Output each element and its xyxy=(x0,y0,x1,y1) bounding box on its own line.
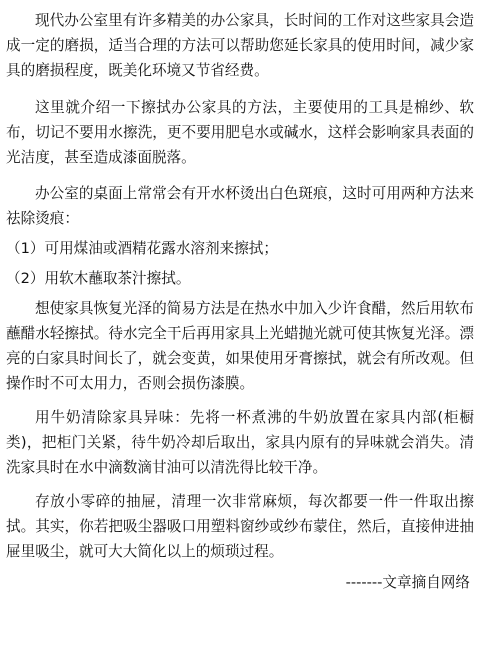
paragraph-heat-marks: 办公室的桌面上常常会有开水杯烫出白色斑痕，这时可用两种方法来祛除烫痕： xyxy=(6,185,474,227)
paragraph-odor-removal: 用牛奶清除家具异味：先将一杯煮沸的牛奶放置在家具内部(柜橱类)，把柜门关紧，待牛奶冷却后取出，家具内原有的异味就会消失。清洗家具时在水中滴数滴甘油可以清洗得比较干净。 xyxy=(6,409,474,476)
article-document xyxy=(6,8,474,595)
list-item-method-1: （1）可用煤油或酒精花露水溶剂来擦拭； xyxy=(6,240,278,257)
source-attribution: -------文章摘自网络 xyxy=(345,574,470,591)
paragraph-drawer-cleaning: 存放小零碎的抽屉，清理一次非常麻烦，每次都要一件一件取出擦拭。其实，你若把吸尘器吸口用塑料窗纱或纱布蒙住，然后，直接伸进抽屉里吸尘，就可大大简化以上的烦琐过程。 xyxy=(6,493,474,560)
list-item-method-2: （2）用软木蘸取茶汁擦拭。 xyxy=(6,270,191,287)
paragraph-cleaning-tools: 这里就介绍一下擦拭办公家具的方法，主要使用的工具是棉纱、软布，切记不要用水擦洗，更不要用肥皂水或碱水，这样会影响家具表面的光洁度，甚至造成漆面脱落。 xyxy=(6,99,474,166)
paragraph-restore-shine: 想使家具恢复光泽的简易方法是在热水中加入少许食醋，然后用软布蘸醋水轻擦拭。待水完全干后再用家具上光蜡抛光就可使其恢复光泽。漂亮的白家具时间长了，就会变黄，如果使用牙膏擦拭，就会有所改观。但操作时不可太用力，否则会损伤漆膜。 xyxy=(6,300,474,392)
paragraph-intro: 现代办公室里有许多精美的办公家具，长时间的工作对这些家具会造成一定的磨损，适当合理的方法可以帮助您延长家具的使用时间，减少家具的磨损程度，既美化环境又节省经费。 xyxy=(6,12,474,79)
